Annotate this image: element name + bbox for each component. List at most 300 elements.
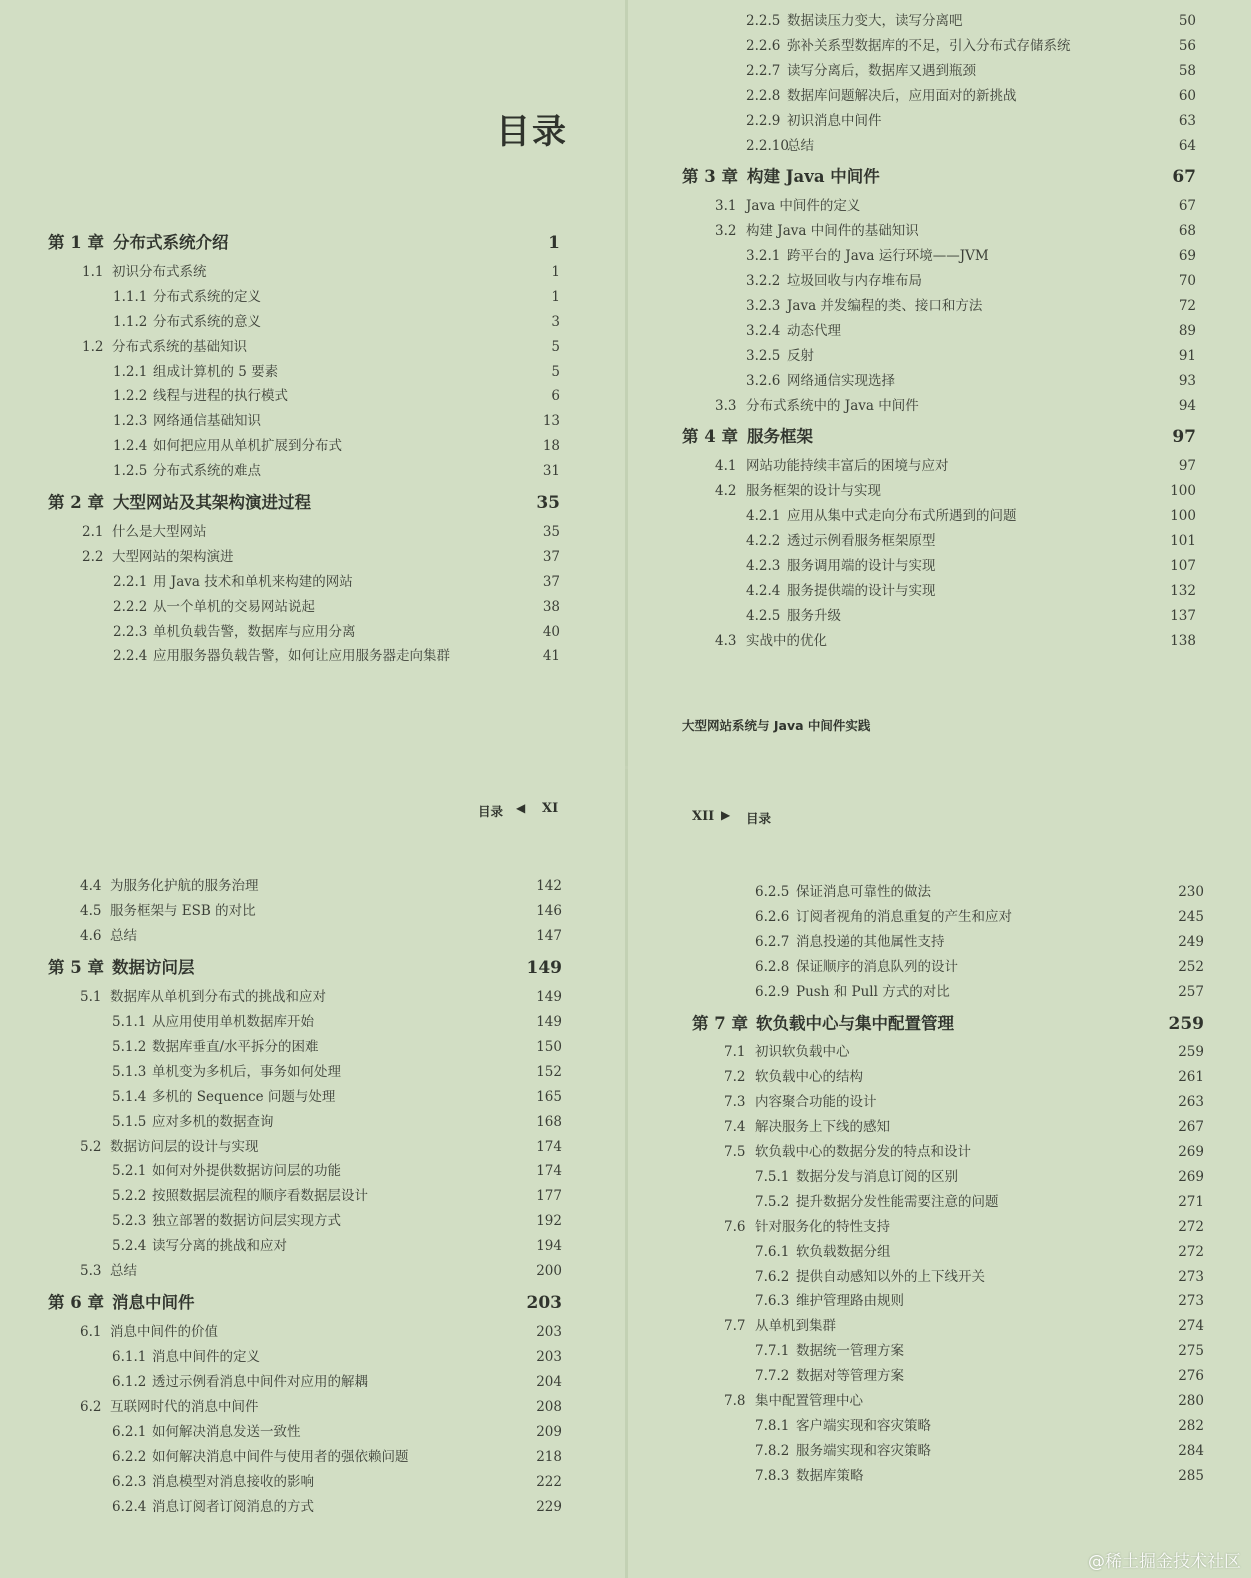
- entry-title: 服务框架: [747, 427, 813, 447]
- entry-page-number: 152: [536, 1063, 562, 1080]
- entry-title: 维护管理路由规则: [796, 1293, 904, 1310]
- entry-number: 6.1.1: [112, 1349, 147, 1366]
- entry-page-number: 37: [542, 548, 560, 565]
- entry-number: 2.2.6: [746, 37, 781, 54]
- entry-title: 从一个单机的交易网站说起: [153, 598, 315, 615]
- toc-entry: [0, 1085, 625, 1109]
- entry-title: 提升数据分发性能需要注意的问题: [796, 1193, 999, 1210]
- entry-number: 4.2: [715, 483, 737, 500]
- entry-number: 6.2: [80, 1399, 102, 1415]
- entry-title: 服务框架的设计与实现: [746, 483, 881, 500]
- entry-number: 2.2.5: [746, 13, 781, 29]
- toc-entry: [0, 644, 625, 668]
- toc-entry: [0, 874, 625, 898]
- entry-title: 互联网时代的消息中间件: [110, 1399, 259, 1415]
- toc-entry: [628, 269, 1251, 293]
- toc-entry: [0, 285, 625, 309]
- entry-number: 7.6.1: [755, 1243, 790, 1260]
- entry-number: 2.2.7: [746, 62, 781, 79]
- entry-title: 什么是大型网站: [112, 523, 207, 540]
- entry-number: 4.4: [80, 878, 102, 894]
- entry-number: 3.2.6: [746, 372, 781, 389]
- toc-entry: [0, 434, 625, 458]
- entry-page-number: 252: [1178, 958, 1204, 975]
- header-label: 目录: [478, 804, 504, 819]
- entry-number: 1.2.4: [113, 438, 148, 455]
- entry-title: 网站功能持续丰富后的困境与应对: [746, 458, 949, 475]
- toc-entry: [0, 1135, 625, 1159]
- entry-title: 总结: [110, 1263, 137, 1280]
- entry-page-number: 274: [1178, 1318, 1204, 1335]
- entry-page-number: 138: [1170, 632, 1196, 649]
- entry-title: 初识消息中间件: [787, 112, 882, 129]
- toc-entry: [628, 1464, 1251, 1488]
- toc-entry: [628, 554, 1251, 578]
- entry-number: 5.2.1: [112, 1163, 147, 1180]
- entry-page-number: 273: [1178, 1268, 1204, 1285]
- toc-entry: [628, 344, 1251, 368]
- toc-entry: [0, 924, 625, 948]
- entry-number: 6.2.9: [755, 983, 790, 1000]
- entry-page-number: 230: [1178, 884, 1204, 900]
- entry-page-number: 269: [1178, 1168, 1204, 1185]
- entry-page-number: 6: [551, 388, 560, 405]
- entry-title: 分布式系统的基础知识: [112, 338, 247, 355]
- toc-entry: [0, 1035, 625, 1059]
- entry-page-number: 272: [1178, 1218, 1204, 1235]
- entry-page-number: 222: [536, 1473, 562, 1490]
- entry-number: 7.7.1: [755, 1343, 790, 1360]
- toc-entry: [0, 384, 625, 408]
- toc-entry: [0, 899, 625, 923]
- entry-page-number: 137: [1170, 607, 1196, 624]
- toc-entry: [628, 1190, 1251, 1214]
- entry-page-number: 58: [1178, 62, 1196, 79]
- entry-page-number: 3: [551, 313, 560, 330]
- entry-page-number: 271: [1178, 1193, 1204, 1210]
- entry-number: 7.6: [724, 1218, 746, 1235]
- entry-page-number: 100: [1170, 508, 1196, 525]
- toc-entry: [0, 1209, 625, 1233]
- entry-number: 6.2.5: [755, 884, 790, 900]
- entry-page-number: 229: [536, 1498, 562, 1515]
- entry-page-number: 218: [536, 1448, 562, 1465]
- entry-number: 7.6.2: [755, 1268, 790, 1285]
- toc-entry: [628, 579, 1251, 603]
- entry-number: 5.3: [80, 1263, 102, 1280]
- entry-title: 总结: [787, 137, 814, 154]
- entry-number: 5.1: [80, 988, 102, 1005]
- toc-page-3: [0, 768, 625, 1578]
- entry-page-number: 245: [1178, 908, 1204, 925]
- entry-page-number: 56: [1178, 37, 1196, 54]
- entry-number: 5.2.2: [112, 1188, 147, 1205]
- toc-entry: [0, 459, 625, 483]
- entry-page-number: 40: [542, 623, 560, 640]
- toc-chapter-entry: [0, 956, 625, 980]
- entry-number: 1.2.2: [113, 388, 148, 405]
- toc-chapter-entry: [0, 491, 625, 515]
- toc-entry: [628, 109, 1251, 133]
- entry-title: 提供自动感知以外的上下线开关: [796, 1268, 985, 1285]
- entry-title: 数据对等管理方案: [796, 1368, 904, 1385]
- entry-page-number: 276: [1178, 1368, 1204, 1385]
- entry-title: 透过示例看消息中间件对应用的解耦: [152, 1374, 368, 1390]
- entry-number: 2.2.2: [113, 598, 148, 615]
- toc-entry: [628, 479, 1251, 503]
- entry-number: 2.1: [82, 523, 104, 540]
- toc-entry: [628, 955, 1251, 979]
- entry-page-number: 93: [1178, 372, 1196, 389]
- entry-number: 4.2.4: [746, 582, 781, 599]
- entry-number: 6.2.4: [112, 1498, 147, 1515]
- entry-page-number: 60: [1178, 87, 1196, 104]
- entry-number: 4.3: [715, 632, 737, 649]
- entry-title: 服务提供端的设计与实现: [787, 582, 936, 599]
- entry-title: 单机变为多机后，事务如何处理: [152, 1063, 341, 1080]
- entry-number: 5.2.4: [112, 1238, 147, 1255]
- toc-entry: [0, 520, 625, 544]
- entry-number: 2.2.3: [113, 623, 148, 640]
- entry-number: 2.2.1: [113, 573, 148, 590]
- entry-page-number: 142: [536, 878, 562, 894]
- entry-title: 初识软负载中心: [755, 1044, 850, 1061]
- toc-entry: [0, 570, 625, 594]
- entry-title: 服务升级: [787, 607, 841, 624]
- toc-chapter-entry: [0, 231, 625, 255]
- entry-title: Java 并发编程的类、接口和方法: [787, 297, 983, 314]
- entry-number: 7.3: [724, 1094, 746, 1111]
- entry-title: 分布式系统中的 Java 中间件: [746, 397, 919, 414]
- entry-page-number: 249: [1178, 933, 1204, 950]
- entry-page-number: 94: [1178, 397, 1196, 414]
- entry-page-number: 13: [542, 413, 560, 430]
- toc-page-4: [628, 768, 1251, 1578]
- toc-entry: [0, 1159, 625, 1183]
- entry-page-number: 174: [536, 1138, 562, 1155]
- toc-entry: [628, 529, 1251, 553]
- entry-number: 1.2.1: [113, 363, 148, 380]
- toc-entry: [628, 1339, 1251, 1363]
- entry-title: 如何对外提供数据访问层的功能: [152, 1163, 341, 1180]
- entry-number: 第 1 章: [48, 233, 104, 252]
- entry-title: 分布式系统介绍: [113, 233, 229, 252]
- entry-number: 3.2: [715, 223, 737, 240]
- entry-page-number: 101: [1170, 533, 1196, 549]
- entry-number: 3.2.3: [746, 297, 781, 314]
- toc-entry: [0, 335, 625, 359]
- entry-title: 构建 Java 中间件的基础知识: [746, 223, 919, 240]
- entry-title: 构建 Java 中间件: [747, 167, 880, 187]
- toc-entry: [0, 1345, 625, 1369]
- toc-entry: [628, 905, 1251, 929]
- entry-title: 消息中间件的价值: [110, 1324, 218, 1341]
- entry-title: 组成计算机的 5 要素: [153, 363, 279, 380]
- entry-number: 6.1: [80, 1324, 102, 1341]
- entry-number: 5.1.3: [112, 1063, 147, 1080]
- entry-title: 内容聚合功能的设计: [755, 1094, 877, 1111]
- entry-page-number: 273: [1178, 1293, 1204, 1310]
- entry-number: 1.1.2: [113, 313, 148, 330]
- entry-title: 应用从集中式走向分布式所遇到的问题: [787, 508, 1017, 525]
- toc-entry: [628, 1090, 1251, 1114]
- entry-page-number: 69: [1178, 248, 1196, 265]
- toc-entry: [0, 620, 625, 644]
- toc-entry: [0, 360, 625, 384]
- toc-page-2: [628, 0, 1251, 768]
- entry-title: 解决服务上下线的感知: [755, 1119, 890, 1136]
- entry-page-number: 259: [1178, 1044, 1204, 1061]
- toc-entry: [628, 34, 1251, 58]
- entry-number: 第 3 章: [682, 167, 738, 187]
- entry-number: 6.2.3: [112, 1473, 147, 1490]
- entry-title: 实战中的优化: [746, 632, 827, 649]
- toc-entry: [0, 1445, 625, 1469]
- entry-title: 数据访问层的设计与实现: [110, 1138, 259, 1155]
- entry-title: 网络通信基础知识: [153, 413, 261, 430]
- toc-entry: [628, 84, 1251, 108]
- toc-entry: [628, 1040, 1251, 1064]
- entry-title: 透过示例看服务框架原型: [787, 533, 936, 549]
- entry-number: 5.2.3: [112, 1213, 147, 1230]
- entry-page-number: 282: [1178, 1417, 1204, 1434]
- toc-entry: [628, 134, 1251, 158]
- entry-page-number: 38: [542, 598, 560, 615]
- entry-page-number: 280: [1178, 1393, 1204, 1409]
- entry-number: 7.5.1: [755, 1168, 790, 1185]
- entry-title: 用 Java 技术和单机来构建的网站: [153, 573, 353, 590]
- entry-page-number: 267: [1178, 1119, 1204, 1136]
- toc-chapter-entry: [628, 1012, 1251, 1036]
- entry-page-number: 72: [1178, 297, 1196, 314]
- entry-title: 读写分离后，数据库又遇到瓶颈: [787, 62, 976, 79]
- entry-number: 2.2.4: [113, 648, 148, 665]
- toc-entry: [628, 880, 1251, 904]
- entry-page-number: 285: [1178, 1467, 1204, 1484]
- entry-number: 4.2.5: [746, 607, 781, 624]
- entry-title: 分布式系统的定义: [153, 288, 261, 305]
- entry-number: 4.2.1: [746, 508, 781, 525]
- entry-number: 第 2 章: [48, 493, 104, 512]
- entry-number: 1.1: [82, 263, 104, 280]
- entry-page-number: 259: [1168, 1013, 1204, 1034]
- entry-number: 4.1: [715, 458, 737, 475]
- toc-entry: [628, 1364, 1251, 1388]
- entry-number: 6.2.8: [755, 958, 790, 975]
- entry-page-number: 149: [526, 957, 562, 978]
- entry-number: 4.2.3: [746, 557, 781, 574]
- entry-title: 单机负载告警，数据库与应用分离: [153, 623, 356, 640]
- entry-title: 应对多机的数据查询: [152, 1113, 274, 1130]
- toc-entry: [0, 545, 625, 569]
- entry-number: 7.5.2: [755, 1193, 790, 1210]
- toc-entry: [0, 1470, 625, 1494]
- entry-number: 1.1.1: [113, 288, 148, 305]
- toc-chapter-entry: [628, 165, 1251, 189]
- entry-page-number: 97: [1178, 458, 1196, 475]
- entry-number: 第 4 章: [682, 427, 738, 447]
- toc-entry: [0, 1110, 625, 1134]
- toc-entry: [628, 1265, 1251, 1289]
- entry-number: 7.7.2: [755, 1368, 790, 1385]
- entry-number: 6.2.6: [755, 908, 790, 925]
- toc-entry: [0, 1259, 625, 1283]
- toc-entry: [628, 1389, 1251, 1413]
- toc-entry: [0, 1060, 625, 1084]
- entry-title: 集中配置管理中心: [755, 1393, 863, 1409]
- entry-page-number: 275: [1178, 1343, 1204, 1360]
- entry-title: 分布式系统的意义: [153, 313, 261, 330]
- entry-number: 3.2.2: [746, 273, 781, 289]
- entry-page-number: 1: [548, 233, 560, 253]
- toc-entry: [0, 1320, 625, 1344]
- entry-title: 如何解决消息中间件与使用者的强依赖问题: [152, 1448, 409, 1465]
- entry-page-number: 168: [536, 1113, 562, 1130]
- toc-entry: [628, 1065, 1251, 1089]
- entry-number: 5.1.5: [112, 1113, 147, 1130]
- entry-page-number: 165: [536, 1088, 562, 1105]
- toc-entry: [628, 1439, 1251, 1463]
- entry-title: 消息中间件的定义: [152, 1349, 260, 1366]
- entry-title: 垃圾回收与内存堆布局: [787, 273, 922, 289]
- entry-title: 线程与进程的执行模式: [153, 388, 288, 405]
- footer-book-title: 大型网站系统与 Java 中间件实践: [682, 718, 871, 733]
- toc-entry: [628, 1140, 1251, 1164]
- toc-entry: [628, 980, 1251, 1004]
- entry-page-number: 67: [1172, 167, 1196, 188]
- toc-entry: [628, 394, 1251, 418]
- toc-entry: [0, 985, 625, 1009]
- entry-title: 数据读压力变大，读写分离吧: [787, 13, 963, 29]
- entry-title: 多机的 Sequence 问题与处理: [152, 1088, 336, 1105]
- entry-number: 7.8.1: [755, 1417, 790, 1434]
- entry-number: 2.2.10: [746, 137, 789, 154]
- entry-page-number: 194: [536, 1238, 562, 1255]
- entry-title: Java 中间件的定义: [746, 198, 861, 215]
- entry-page-number: 132: [1170, 582, 1196, 599]
- entry-page-number: 203: [536, 1324, 562, 1341]
- entry-title: 客户端实现和容灾策略: [796, 1417, 931, 1434]
- entry-title: 软负载中心的数据分发的特点和设计: [755, 1144, 971, 1160]
- entry-page-number: 41: [542, 648, 560, 665]
- toc-page-1: [0, 0, 625, 768]
- entry-title: 保证顺序的消息队列的设计: [796, 958, 958, 975]
- entry-page-number: 209: [536, 1424, 562, 1440]
- entry-title: 服务端实现和容灾策略: [796, 1442, 931, 1459]
- toc-entry: [628, 369, 1251, 393]
- toc-entry: [628, 219, 1251, 243]
- entry-number: 5.1.1: [112, 1013, 147, 1030]
- entry-page-number: 31: [542, 463, 560, 480]
- entry-title: 应用服务器负载告警，如何让应用服务器走向集群: [153, 648, 450, 665]
- entry-page-number: 263: [1178, 1094, 1204, 1111]
- entry-number: 7.8: [724, 1393, 746, 1409]
- entry-title: 消息投递的其他属性支持: [796, 933, 945, 950]
- toc-entry: [628, 629, 1251, 653]
- toc-entry: [628, 1240, 1251, 1264]
- toc-entry: [0, 1495, 625, 1519]
- toc-entry: [0, 1370, 625, 1394]
- toc-entry: [628, 244, 1251, 268]
- entry-number: 7.6.3: [755, 1293, 790, 1310]
- entry-number: 6.1.2: [112, 1374, 147, 1390]
- toc-entry: [0, 409, 625, 433]
- entry-number: 7.8.2: [755, 1442, 790, 1459]
- entry-title: 大型网站的架构演进: [112, 548, 234, 565]
- entry-title: 为服务化护航的服务治理: [110, 878, 259, 894]
- entry-title: 软负载数据分组: [796, 1243, 891, 1260]
- header-label: 目录: [746, 811, 772, 826]
- entry-page-number: 1: [551, 263, 560, 280]
- entry-title: 总结: [110, 927, 137, 944]
- toc-entry: [628, 59, 1251, 83]
- entry-title: 订阅者视角的消息重复的产生和应对: [796, 908, 1012, 925]
- toc-entry: [628, 319, 1251, 343]
- entry-number: 6.2.7: [755, 933, 790, 950]
- entry-page-number: 149: [536, 1013, 562, 1030]
- entry-number: 2.2.8: [746, 87, 781, 104]
- entry-number: 5.1.4: [112, 1088, 147, 1105]
- entry-title: 按照数据层流程的顺序看数据层设计: [152, 1188, 368, 1205]
- entry-number: 第 6 章: [48, 1293, 104, 1313]
- entry-title: 分布式系统的难点: [153, 463, 261, 480]
- toc-entry: [628, 1314, 1251, 1338]
- entry-page-number: 200: [536, 1263, 562, 1280]
- entry-page-number: 97: [1172, 427, 1196, 448]
- entry-page-number: 147: [536, 927, 562, 944]
- entry-page-number: 35: [542, 523, 560, 540]
- entry-page-number: 64: [1178, 137, 1196, 154]
- toc-entry: [0, 1010, 625, 1034]
- entry-page-number: 68: [1178, 223, 1196, 240]
- toc-entry: [628, 930, 1251, 954]
- entry-title: 软负载中心的结构: [755, 1069, 863, 1086]
- entry-page-number: 192: [536, 1213, 562, 1230]
- toc-entry: [628, 1215, 1251, 1239]
- entry-page-number: 269: [1178, 1144, 1204, 1160]
- entry-title: 从应用使用单机数据库开始: [152, 1013, 314, 1030]
- entry-number: 4.6: [80, 927, 102, 944]
- toc-entry: [628, 294, 1251, 318]
- entry-page-number: 257: [1178, 983, 1204, 1000]
- toc-entry: [628, 194, 1251, 218]
- toc-entry: [628, 604, 1251, 628]
- entry-number: 4.2.2: [746, 533, 781, 549]
- entry-page-number: 70: [1178, 273, 1196, 289]
- entry-title: 数据库策略: [796, 1467, 864, 1484]
- entry-number: 3.2.5: [746, 347, 781, 364]
- entry-title: 消息订阅者订阅消息的方式: [152, 1498, 314, 1515]
- entry-number: 3.1: [715, 198, 737, 215]
- entry-number: 3.2.4: [746, 322, 781, 339]
- toc-entry: [628, 1414, 1251, 1438]
- entry-title: 反射: [787, 347, 814, 364]
- entry-page-number: 50: [1178, 13, 1196, 29]
- entry-page-number: 272: [1178, 1243, 1204, 1260]
- entry-title: 跨平台的 Java 运行环境——JVM: [787, 248, 989, 265]
- entry-title: 如何把应用从单机扩展到分布式: [153, 438, 342, 455]
- entry-number: 7.7: [724, 1318, 746, 1335]
- toc-entry: [0, 1184, 625, 1208]
- toc-entry: [0, 1395, 625, 1419]
- entry-title: 消息中间件: [112, 1293, 195, 1313]
- header-page-number: XII: [692, 809, 715, 824]
- entry-page-number: 208: [536, 1399, 562, 1415]
- entry-page-number: 284: [1178, 1442, 1204, 1459]
- entry-title: 消息模型对消息接收的影响: [152, 1473, 314, 1490]
- toc-entry: [628, 504, 1251, 528]
- entry-page-number: 204: [536, 1374, 562, 1390]
